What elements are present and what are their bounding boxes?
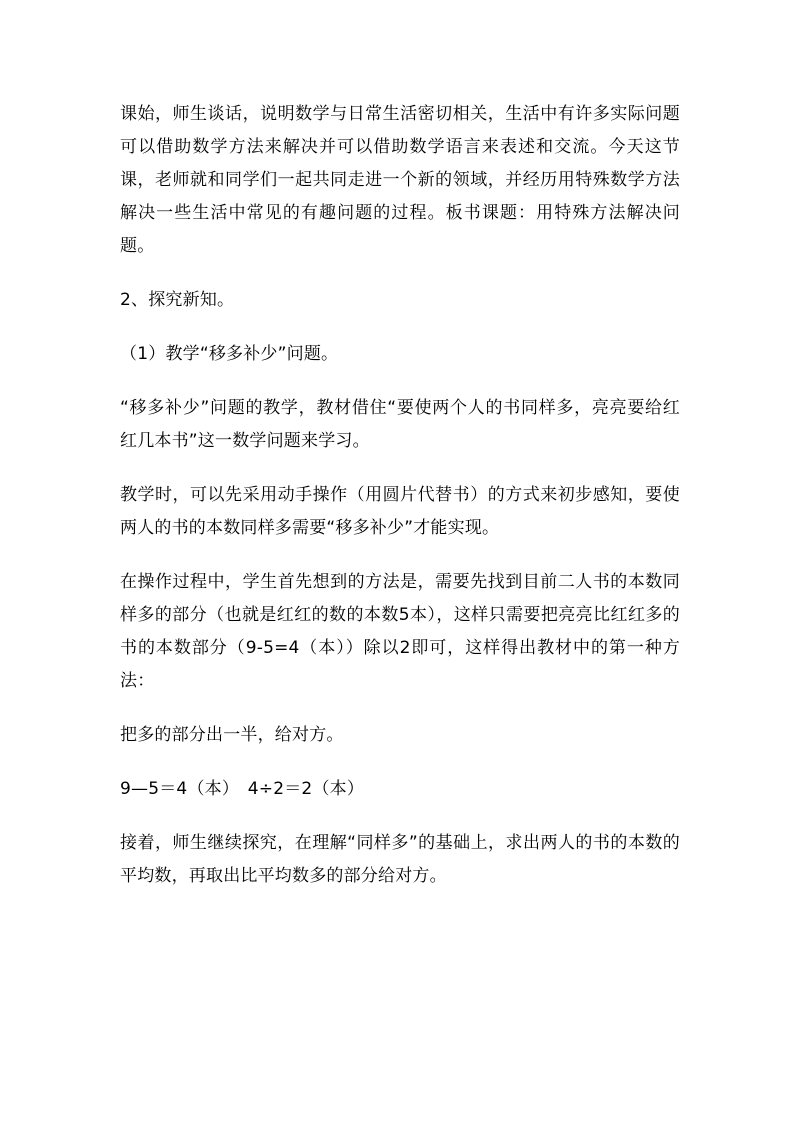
- equation-line: 9—5＝4（本） 4÷2＝2（本）: [120, 779, 365, 799]
- paragraph-hands-on: 教学时，可以先采用动手操作（用圆片代替书）的方式来初步感知，要使两人的书的本数同样多需要“移多补少”才能实现。: [120, 485, 680, 538]
- paragraph-intro: 课始，师生谈话，说明数学与日常生活密切相关，生活中有许多实际问题可以借助数学方法来解决并可以借助数学语言来表述和交流。今天这节课，老师就和同学们一起共同走进一个新的领域，并经历用特殊数学方法解决一些生活中常见的有趣问题的过程。板书课题：用特殊方法解决问题。: [120, 104, 680, 256]
- paragraph-textbook-problem: “移多补少”问题的教学，教材借住“要使两个人的书同样多，亮亮要给红红几本书”这一数学问题来学习。: [120, 398, 680, 451]
- subheading-move-more-fill-less: （1）教学“移多补少”问题。: [120, 344, 339, 364]
- paragraph-average-method: 接着，师生继续探究，在理解“同样多”的基础上，求出两人的书的本数的平均数，再取出比平均数多的部分给对方。: [120, 833, 680, 886]
- paragraph-first-method: 在操作过程中，学生首先想到的方法是，需要先找到目前二人书的本数同样多的部分（也就是红红的数的本数5本），这样只需要把亮亮比红红多的书的本数部分（9-5=4（本））除以2即可，这样得出教材中的第一种方法：: [120, 572, 680, 691]
- paragraph-give-half: 把多的部分出一半，给对方。: [120, 725, 344, 745]
- heading-explore-new-knowledge: 2、探究新知。: [120, 290, 235, 310]
- document-body: [120, 98, 680, 914]
